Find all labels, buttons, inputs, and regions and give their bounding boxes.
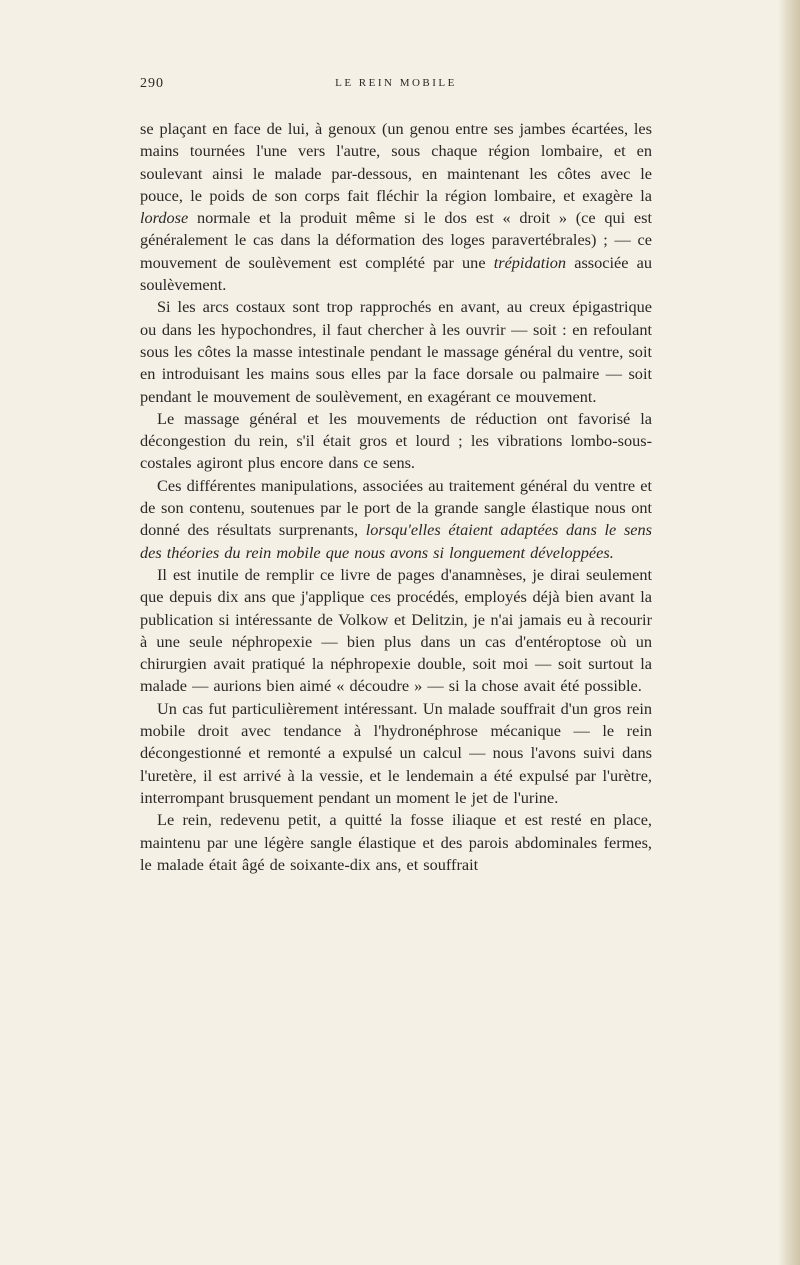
text-span: Il est inutile de remplir ce livre de pages d'anamnèses, je dirai seulement que depuis dix ans que j'applique ces procédés, employés déjà bien avant la publication si intéressante de Volkow et Delitzin, je n'ai jamais eu à recourir à une seule néphropexie — bien plus dans un cas d'entéroptose où un chirurgien avait pratiqué la néphropexie double, soit moi — soit surtout la malade — aurions bien aimé « découdre » — si la chose avait été possible. — [140, 564, 652, 696]
running-title: LE REIN MOBILE — [335, 77, 457, 89]
paragraph-5 — [140, 564, 652, 698]
text-span: Un cas fut particulièrement intéressant. Un malade souffrait d'un gros rein mobile droit avec tendance à l'hydronéphrose mécanique — le rein décongestionné et remonté a expulsé un calcul — nous l'avons suivi dans l'uretère, il est arrivé à la vessie, et le lendemain a été expulsé par l'urètre, interrompant brusquement pendant un moment le jet de l'urine. — [140, 698, 652, 807]
page-number: 290 — [140, 76, 164, 91]
text-span: Le massage général et les mouvements de réduction ont favorisé la décongestion du rein, s'il était gros et lourd ; les vibrations lombo-sous-costales agiront plus encore dans ce sens. — [140, 408, 652, 473]
paragraph-4 — [140, 475, 652, 564]
paragraph-2 — [140, 296, 652, 407]
text-span: Si les arcs costaux sont trop rapprochés en avant, au creux épigastrique ou dans les hypochondres, il faut chercher à les ouvrir — soit : en refoulant sous les côtes la masse intestinale pendant le massage général du ventre, soit en introduisant les mains sous elles par la face dorsale ou palmaire — soit pendant le mouvement de soulèvement, en exagérant ce mouvement. — [140, 297, 652, 406]
text-span: se plaçant en face de lui, à genoux (un genou entre ses jambes écartées, les mains tournées l'une vers l'autre, sous chaque région lombaire, et en soulevant ainsi le malade par-dessous, en maintenant les côtes avec le pouce, le poids de son corps fait fléchir la région lombaire, et exagère la — [140, 119, 652, 205]
page-header — [140, 76, 652, 96]
body-text — [140, 118, 652, 876]
italic-emphasis: lorsqu'elles étaient adaptées dans le sens des théories du rein mobile que nous avons si longuement développées. — [140, 520, 653, 562]
text-span: normale et la produit même si le dos est « droit » (ce qui est généralement le cas dans la déformation des loges paravertébrales) ; — ce mouvement de soulèvement est complété par une — [140, 208, 652, 272]
text-span: associée au soulèvement. — [140, 252, 652, 295]
page-edge-shadow — [778, 0, 800, 1265]
text-span: Le rein, redevenu petit, a quitté la fosse iliaque et est resté en place, maintenu par une légère sangle élastique et des parois abdominales fermes, le malade était âgé de soixante-dix ans, et souffrait — [140, 810, 652, 874]
paragraph-7 — [140, 809, 652, 876]
italic-term-lordose: lordose — [140, 208, 189, 228]
text-span: Ces différentes manipulations, associées au traitement général du ventre et de son contenu, soutenues par le port de la grande sangle élastique nous ont donné des résultats surprenants, — [140, 475, 652, 540]
paragraph-1 — [140, 118, 652, 296]
paragraph-3 — [140, 408, 652, 475]
italic-term-trepidation: trépidation — [493, 252, 567, 272]
paragraph-6 — [140, 698, 652, 809]
